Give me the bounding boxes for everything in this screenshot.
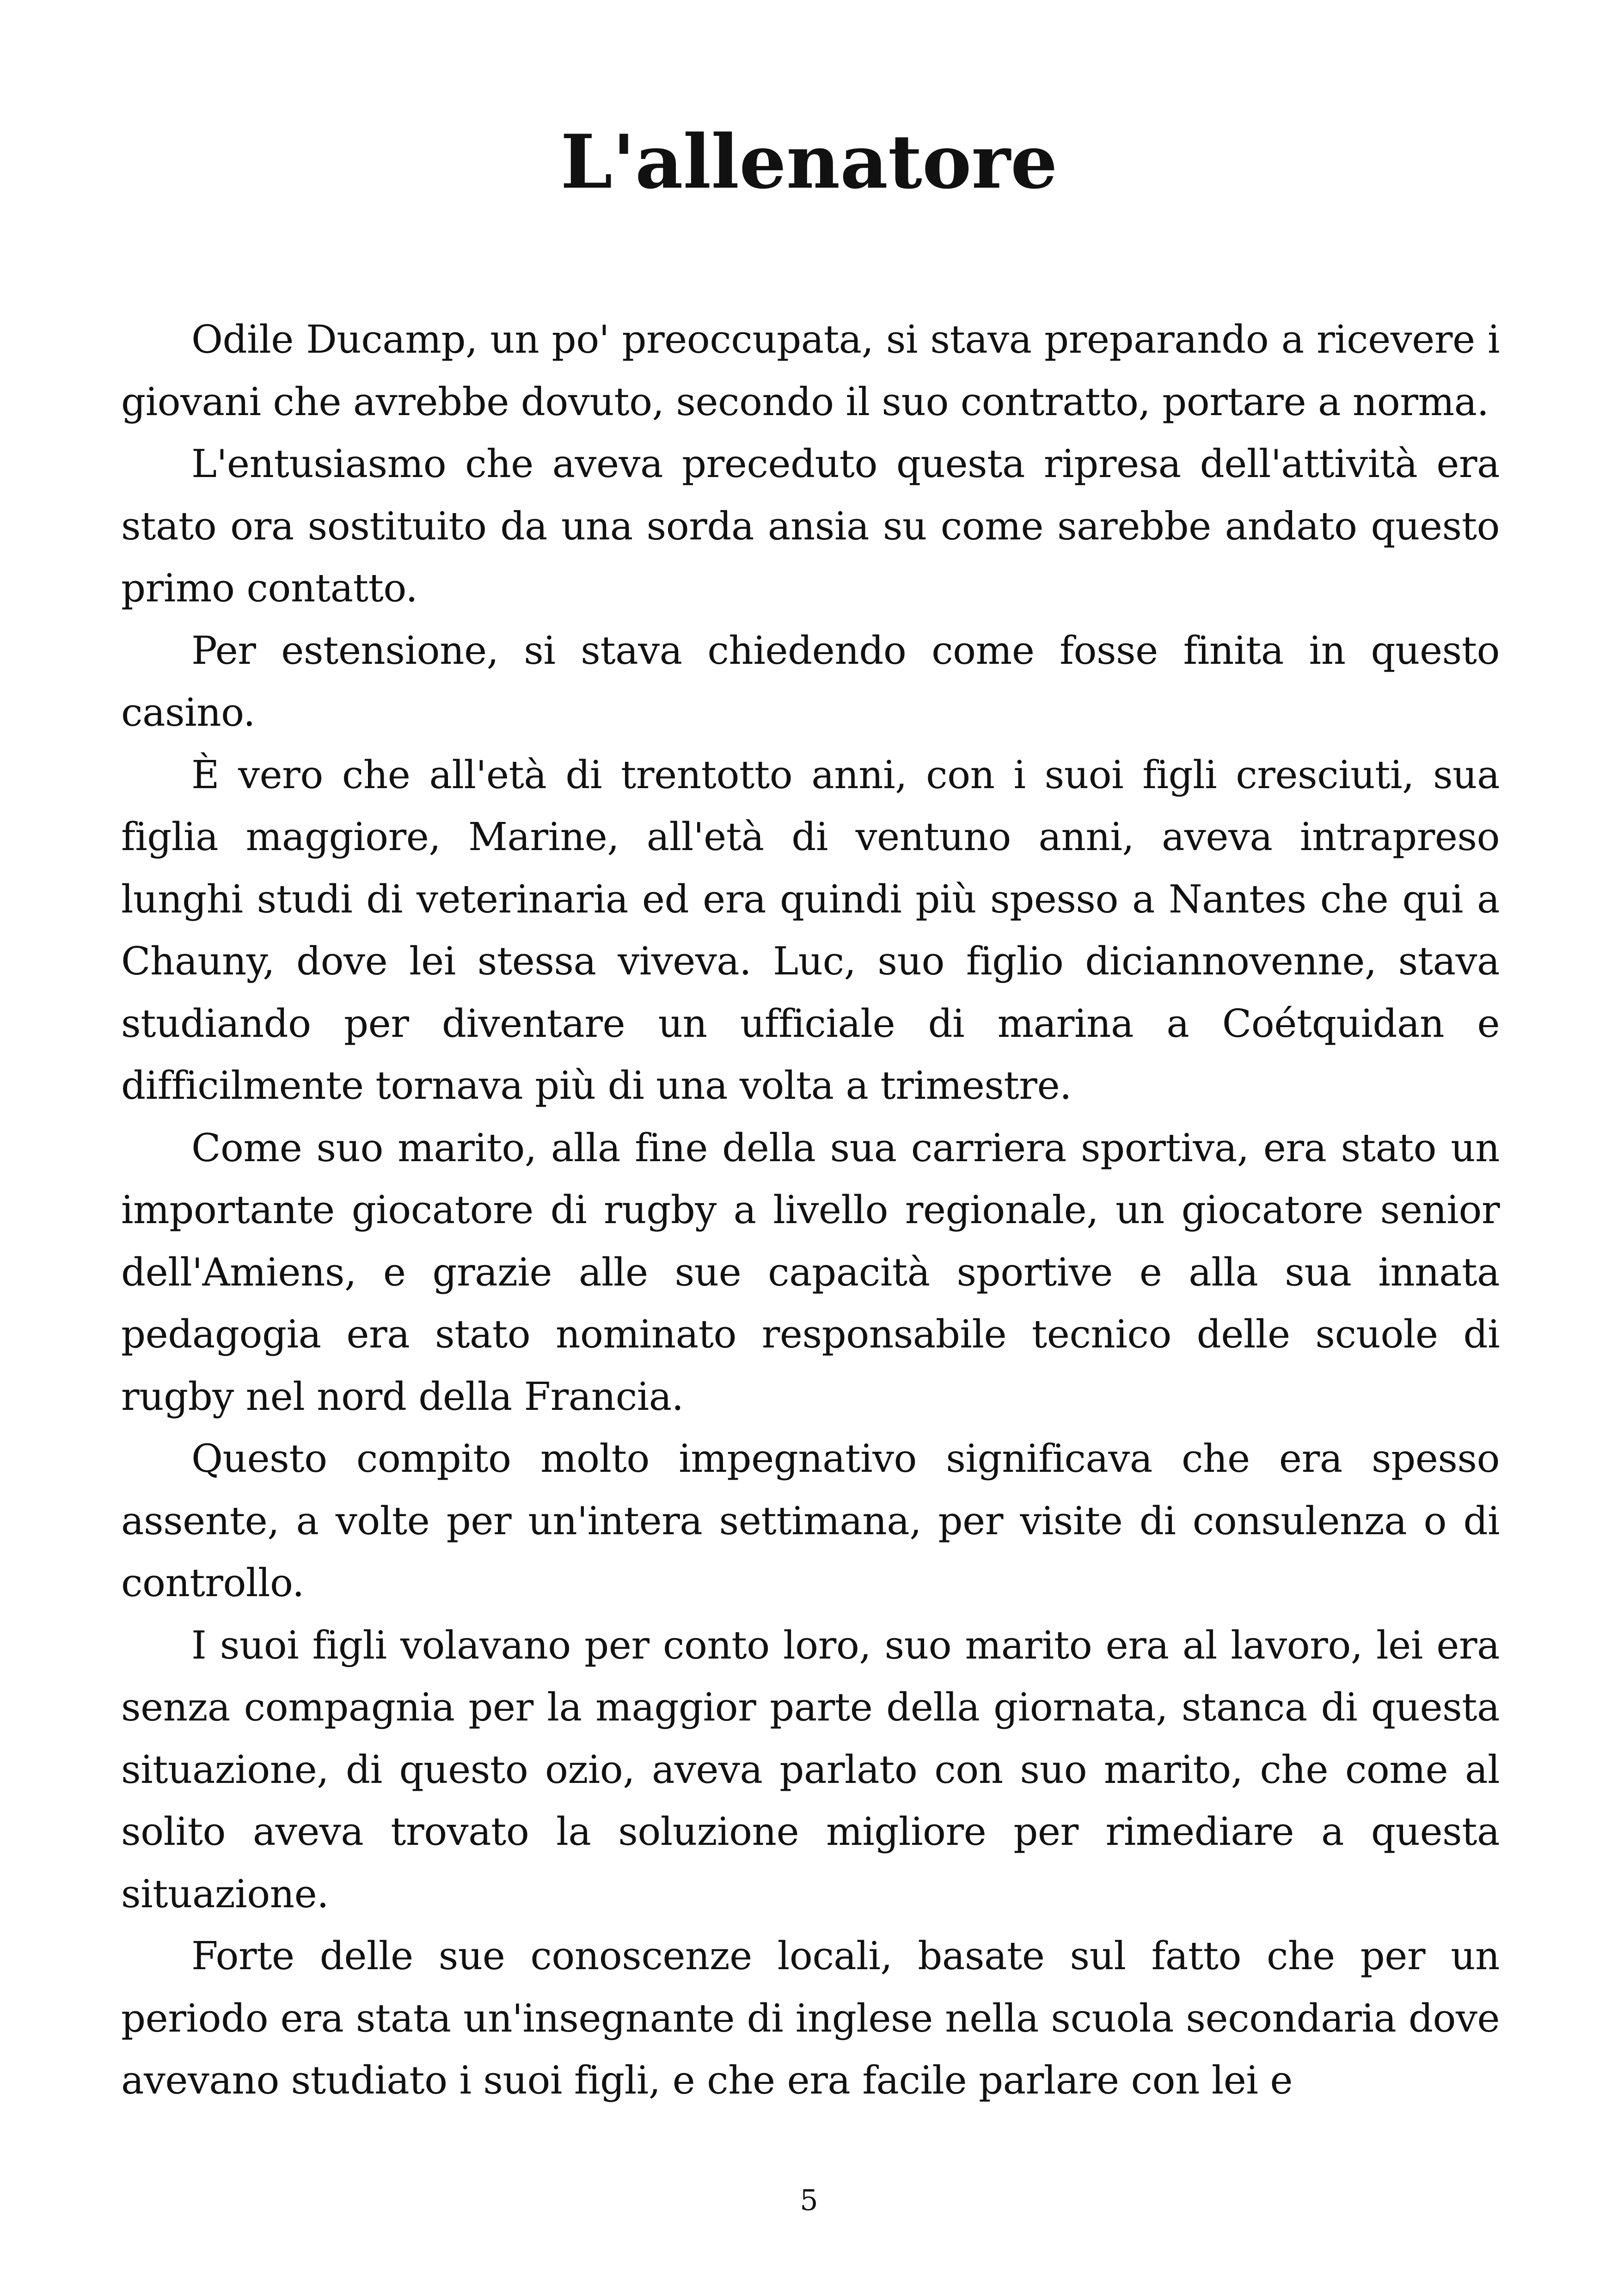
- paragraph: Per estensione, si stava chiedendo come fosse finita in questo casino.: [121, 628, 1500, 735]
- paragraph: Come suo marito, alla fine della sua carriera sportiva, era stato un importante giocatore di rugby a livello regionale, un giocatore senior dell'Amiens, e grazie alle sue capacità sportive e alla sua innata pedagogia era stato nominato responsabile tecnico delle scuole di rugby nel nord della Francia.: [121, 1125, 1500, 1419]
- paragraph: I suoi figli volavano per conto loro, suo marito era al lavoro, lei era senza compagnia per la maggior parte della giornata, stanca di questa situazione, di questo ozio, aveva parlato con suo marito, che come al solito aveva trovato la soluzione migliore per rimediare a questa situazione.: [121, 1623, 1500, 1916]
- paragraph: È vero che all'età di trentotto anni, con i suoi figli cresciuti, sua figlia maggiore, Marine, all'età di ventuno anni, aveva intrapreso lunghi studi di veterinaria ed era quindi più spesso a Nantes che qui a Chauny, dove lei stessa viveva. Luc, suo figlio diciannovenne, stava studiando per diventare un ufficiale di marina a Coétquidan e difficilmente tornava più di una volta a trimestre.: [121, 752, 1500, 1108]
- page-number: 5: [800, 2183, 818, 2217]
- paragraph: Questo compito molto impegnativo significava che era spesso assente, a volte per un'intera settimana, per visite di consulenza o di controllo.: [121, 1436, 1500, 1605]
- chapter-title: L'allenatore: [560, 118, 1058, 205]
- paragraph: Odile Ducamp, un po' preoccupata, si stava preparando a ricevere i giovani che avrebbe dovuto, secondo il suo contratto, portare a norma.: [121, 317, 1500, 424]
- chapter-body: [121, 309, 1500, 2112]
- paragraph: Forte delle sue conoscenze locali, basate sul fatto che per un periodo era stata un'insegnante di inglese nella scuola secondaria dove avevano studiato i suoi figli, e che era facile parlare con lei e: [121, 1934, 1500, 2103]
- paragraph: L'entusiasmo che aveva preceduto questa ripresa dell'attività era stato ora sostituito da una sorda ansia su come sarebbe andato questo primo contatto.: [121, 441, 1500, 611]
